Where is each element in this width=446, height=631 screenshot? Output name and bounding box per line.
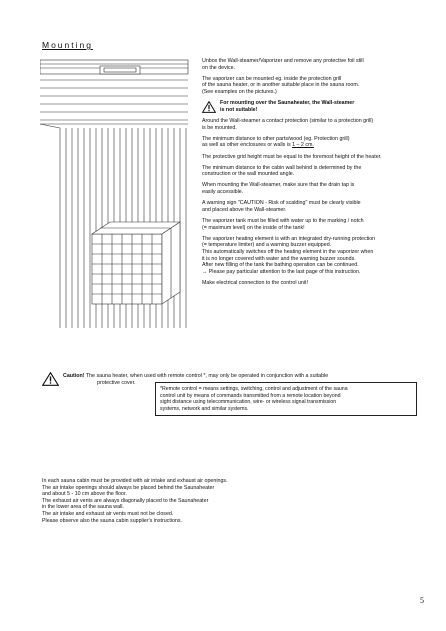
ventilation-line: In each sauna cabin must be provided with air intake and exhaust air openings.	[42, 478, 228, 484]
warning-heater: For mounting over the Saunaheater, the Wall-steamer is not suitable!	[202, 100, 422, 113]
ventilation-line: The air intake openings should always be placed behind the Saunaheater	[42, 484, 215, 491]
ventilation-line: and about 5 - 10 cm above the floor.	[42, 491, 127, 498]
instruction-contact-protection: Around the Wall-steamer a contact protection (similar to a protection grill) is be mounted.	[202, 117, 374, 131]
instruction-electrical: Make electrical connection to the control unit!	[202, 279, 308, 286]
caution-label: Caution!	[63, 373, 85, 379]
page-number: 5	[420, 596, 424, 605]
ventilation-line: The air intake and exhaust air vents must not be closed.	[42, 510, 174, 517]
mounting-illustration	[40, 58, 192, 333]
remote-control-definition-box: *Remote control = means settings, switching, control and adjustment of the sauna control unit by means of commands transmitted from a remote location beyond sight distance using telecommunication, wire- or wireless signal transmission systems, network and similar systems.	[155, 382, 417, 416]
instruction-grid-height: The protective grid height must be equal to the foremost height of the heater.	[202, 153, 382, 160]
instruction-warning-sign: A warning sign "CAUTION - Risk of scalding" must be clearly visible and placed above the Wall-steamer.	[202, 200, 361, 213]
ventilation-line: The exhaust air vents are always diagonally placed to the Saunaheater	[42, 497, 209, 504]
instruction-fill-tank: The vaporizer tank must be filled with water up to the marking / notch (= maximum level) on the inside of the tank!	[202, 218, 364, 231]
caution-text: The sauna heater, when used with remote control *, may only be operated in conjunction with a suitable	[84, 373, 329, 379]
ventilation-instructions	[42, 478, 362, 524]
section-title: Mounting	[42, 40, 93, 50]
caution-continuation: protective cover.	[97, 380, 136, 386]
warning-triangle-icon	[42, 372, 59, 386]
ventilation-line: Please observe also the sauna cabin supplier's instructions.	[42, 517, 182, 524]
instruction-min-distance: The minimum distance to other parts/wood (eg. Protection grill) as well as other enclosures or walls is 1 – 2 cm.	[202, 135, 350, 149]
ventilation-line: in the lower area of the sauna wall.	[42, 504, 124, 511]
instruction-dry-running: The vaporizer heating element is with an integrated dry-running protection (= temperature limiter) and a warning buzzer equipped. This automatically switches off the heating element in the vaporizer when it is no longer covered with water and the warning buzzer sounds. After new filling of the tank the bathing operation can be continued. → Please pay particular attention to the last page of this instruction.	[202, 235, 376, 275]
instruction-unbox: Unbox the Wall-steamer/Vaporizer and remove any protective foil still on the device.	[202, 58, 364, 71]
instructions-column	[202, 58, 422, 291]
instruction-placement: The vaporizer can be mounted eg. inside the protection grill of the sauna heater, or in another suitable place in the sauna room. (See examples on the pictures.)	[202, 75, 360, 95]
instruction-wall-distance: The minimum distance to the cabin wall behind is determined by the construction or the wall mounted angle.	[202, 164, 362, 178]
instruction-drain-tap: When mounting the Wall-steamer, make sure that the drain tap is easily accessible.	[202, 182, 355, 196]
warning-triangle-icon	[202, 101, 216, 113]
